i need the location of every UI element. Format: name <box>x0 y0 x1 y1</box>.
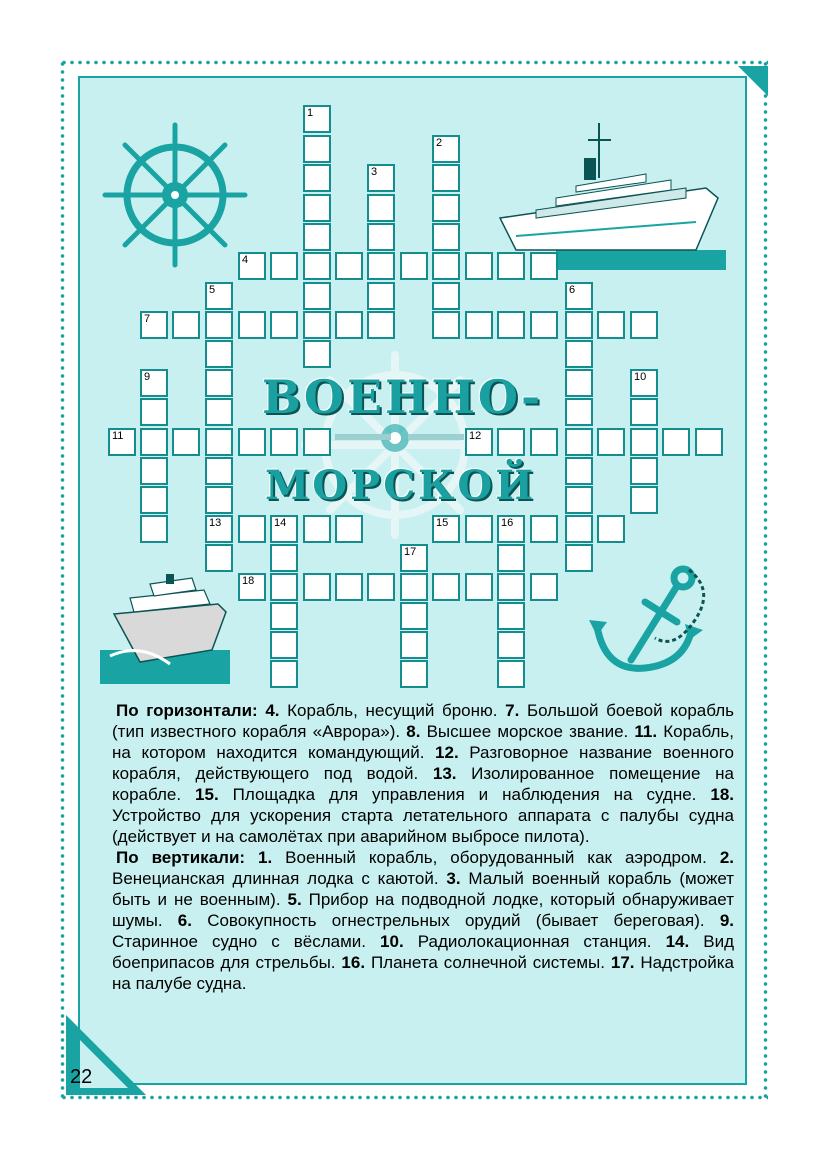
clue-number: 5. <box>287 890 302 909</box>
clue-number: 13. <box>432 764 457 783</box>
cell-number: 14 <box>274 517 287 529</box>
crossword-cell[interactable] <box>367 252 395 280</box>
crossword-cell[interactable] <box>270 311 298 339</box>
clue-number: 4. <box>265 701 280 720</box>
clue-text: Малый военный корабль (может быть и не военным). <box>112 869 735 909</box>
crossword-cell[interactable] <box>205 311 233 339</box>
cell-number: 1 <box>307 107 314 119</box>
crossword-cell[interactable] <box>565 340 593 368</box>
crossword-cell[interactable] <box>497 544 525 572</box>
crossword-cell[interactable] <box>497 602 525 630</box>
crossword-cell[interactable] <box>205 398 233 426</box>
crossword-cell[interactable] <box>140 369 168 397</box>
crossword-cell[interactable] <box>270 660 298 688</box>
crossword-cell[interactable] <box>497 428 525 456</box>
crossword-cell[interactable] <box>303 573 331 601</box>
cell-number: 5 <box>209 284 216 296</box>
crossword-cell[interactable] <box>465 311 493 339</box>
crossword-cell[interactable] <box>238 252 266 280</box>
boat-icon <box>100 572 240 684</box>
clues-text <box>112 700 734 994</box>
crossword-cell[interactable] <box>400 660 428 688</box>
clue-text: Радиолокационная станция. <box>403 932 666 951</box>
clue-text: Совокупность огнестрельных орудий (бывает береговая). <box>191 911 720 930</box>
crossword-cell[interactable] <box>205 486 233 514</box>
clue-text: Вид боеприпасов для стрельбы. <box>112 932 734 972</box>
cell-number: 12 <box>469 430 482 442</box>
cell-number: 11 <box>112 430 124 442</box>
crossword-cell[interactable] <box>108 428 136 456</box>
crossword-cell[interactable] <box>367 164 395 192</box>
clue-heading: По горизонтали: <box>116 701 258 720</box>
cell-number: 9 <box>144 371 151 383</box>
crossword-cell[interactable] <box>205 340 233 368</box>
clue-number: 12. <box>435 743 459 762</box>
crossword-cell[interactable] <box>303 340 331 368</box>
clue-text: Прибор на подводной лодке, который обнаруживает шумы. <box>112 890 734 930</box>
crossword-cell[interactable] <box>497 660 525 688</box>
title-bar-left <box>335 434 391 440</box>
crossword-cell[interactable] <box>530 428 558 456</box>
crossword-cell[interactable] <box>303 311 331 339</box>
crossword-cell[interactable] <box>367 282 395 310</box>
cell-number: 2 <box>436 137 443 149</box>
crossword-cell[interactable] <box>565 428 593 456</box>
crossword-cell[interactable] <box>400 602 428 630</box>
crossword-cell[interactable] <box>630 486 658 514</box>
crossword-cell[interactable] <box>497 311 525 339</box>
crossword-cell[interactable] <box>465 428 493 456</box>
crossword-cell[interactable] <box>630 398 658 426</box>
crossword-cell[interactable] <box>630 311 658 339</box>
page-number: 22 <box>70 1066 93 1088</box>
clue-number: 6. <box>177 911 192 930</box>
crossword-cell[interactable] <box>597 428 625 456</box>
crossword-cell[interactable] <box>400 544 428 572</box>
cell-number: 18 <box>242 575 255 587</box>
cell-number: 7 <box>144 313 151 325</box>
crossword-cell[interactable] <box>140 311 168 339</box>
crossword-cell[interactable] <box>335 252 363 280</box>
crossword-cell[interactable] <box>238 311 266 339</box>
crossword-cell[interactable] <box>238 573 266 601</box>
clue-text: Надстройка на палубе судна. <box>112 953 734 993</box>
crossword-cell[interactable] <box>270 544 298 572</box>
crossword-cell[interactable] <box>303 105 331 133</box>
crossword-cell[interactable] <box>400 252 428 280</box>
crossword-cell[interactable] <box>530 252 558 280</box>
crossword-cell[interactable] <box>662 428 690 456</box>
clue-heading: По вертикали: <box>116 848 246 867</box>
crossword-cell[interactable] <box>630 428 658 456</box>
crossword-cell[interactable] <box>432 311 460 339</box>
crossword-cell[interactable] <box>367 573 395 601</box>
crossword-cell[interactable] <box>303 135 331 163</box>
clue-text: Высшее морское звание. <box>420 722 635 741</box>
clue-text: Венецианская длинная лодка с каютой. <box>112 869 447 888</box>
crossword-cell[interactable] <box>465 573 493 601</box>
crossword-cell[interactable] <box>303 164 331 192</box>
clue-number: 16. <box>341 953 366 972</box>
crossword-cell[interactable] <box>205 457 233 485</box>
clue-number: 11. <box>634 722 658 741</box>
crossword-cell[interactable] <box>270 515 298 543</box>
crossword-cell[interactable] <box>432 164 460 192</box>
cruise-ship-icon <box>496 118 726 270</box>
crossword-cell[interactable] <box>140 486 168 514</box>
clue-number: 17. <box>610 953 635 972</box>
crossword-cell[interactable] <box>565 282 593 310</box>
crossword-cell[interactable] <box>205 282 233 310</box>
crossword-cell[interactable] <box>303 515 331 543</box>
crossword-cell[interactable] <box>432 135 460 163</box>
crossword-cell[interactable] <box>172 311 200 339</box>
clue-text: Планета солнечной системы. <box>365 953 611 972</box>
cell-number: 3 <box>371 166 378 178</box>
crossword-cell[interactable] <box>303 282 331 310</box>
crossword-cell[interactable] <box>695 428 723 456</box>
cell-number: 6 <box>569 284 576 296</box>
crossword-cell[interactable] <box>303 428 331 456</box>
cell-number: 13 <box>209 517 222 529</box>
clue-number: 14. <box>665 932 690 951</box>
clue-number: 18. <box>710 785 734 804</box>
crossword-cell[interactable] <box>205 544 233 572</box>
crossword-cell[interactable] <box>367 194 395 222</box>
cell-number: 4 <box>242 254 249 266</box>
clue-number: 10. <box>380 932 404 951</box>
cell-number: 16 <box>501 517 514 529</box>
crossword-cell[interactable] <box>530 573 558 601</box>
crossword-cell[interactable] <box>205 515 233 543</box>
crossword-cell[interactable] <box>432 223 460 251</box>
clue-number: 1. <box>258 848 273 867</box>
crossword-cell[interactable] <box>270 602 298 630</box>
crossword-cell[interactable] <box>303 223 331 251</box>
crossword-cell[interactable] <box>432 573 460 601</box>
clue-text: Большой боевой корабль (тип известного корабля «Аврора»). <box>112 701 734 741</box>
crossword-cell[interactable] <box>565 369 593 397</box>
cell-number: 17 <box>404 546 417 558</box>
cell-number: 15 <box>436 517 449 529</box>
clue-text: Военный корабль, оборудованный как аэродром. <box>272 848 720 867</box>
crossword-cell[interactable] <box>465 515 493 543</box>
crossword-cell[interactable] <box>530 515 558 543</box>
clue-number: 15. <box>195 785 219 804</box>
crossword-cell[interactable] <box>465 252 493 280</box>
crossword-cell[interactable] <box>432 252 460 280</box>
crossword-cell[interactable] <box>270 573 298 601</box>
clue-text: Устройство для ускорения старта летательного аппарата с палубы судна (действует и на самолётах при аварийном выбросе пилота). <box>112 806 734 846</box>
clue-number: 8. <box>406 722 421 741</box>
clue-number: 2. <box>719 848 734 867</box>
crossword-cell[interactable] <box>270 252 298 280</box>
crossword-cell[interactable] <box>367 311 395 339</box>
crossword-cell[interactable] <box>597 311 625 339</box>
crossword-cell[interactable] <box>205 369 233 397</box>
crossword-cell[interactable] <box>497 515 525 543</box>
clue-number: 7. <box>505 701 520 720</box>
crossword-cell[interactable] <box>270 428 298 456</box>
crossword-cell[interactable] <box>432 194 460 222</box>
crossword-cell[interactable] <box>303 194 331 222</box>
crossword-cell[interactable] <box>432 515 460 543</box>
crossword-cell[interactable] <box>497 631 525 659</box>
crossword-cell[interactable] <box>497 573 525 601</box>
clue-text: Изолированное помещение на корабле. <box>112 764 734 804</box>
crossword-cell[interactable] <box>140 398 168 426</box>
crossword-cell[interactable] <box>238 515 266 543</box>
crossword-cell[interactable] <box>140 515 168 543</box>
clue-text: Площадка для управления и наблюдения на судне. <box>218 785 711 804</box>
crossword-cell[interactable] <box>270 631 298 659</box>
crossword-cell[interactable] <box>335 515 363 543</box>
clues-across <box>112 700 734 847</box>
title-line-1: ВОЕННО- <box>262 370 544 424</box>
crossword-cell[interactable] <box>205 428 233 456</box>
clues-down <box>112 847 734 994</box>
ship-wheel-icon <box>100 120 250 270</box>
title-bar-right <box>408 434 464 440</box>
cell-number: 10 <box>634 371 647 383</box>
crossword-cell[interactable] <box>140 428 168 456</box>
crossword-cell[interactable] <box>565 515 593 543</box>
crossword-cell[interactable] <box>530 311 558 339</box>
crossword-cell[interactable] <box>565 457 593 485</box>
clue-number: 9. <box>719 911 734 930</box>
title-line-2: МОРСКОЙ <box>265 462 537 509</box>
crossword-cell[interactable] <box>432 282 460 310</box>
crossword-cell[interactable] <box>565 486 593 514</box>
crossword-cell[interactable] <box>172 428 200 456</box>
crossword-cell[interactable] <box>565 398 593 426</box>
clue-text: Старинное судно с вёслами. <box>112 932 381 951</box>
crossword-cell[interactable] <box>400 573 428 601</box>
crossword-cell[interactable] <box>303 252 331 280</box>
crossword-cell[interactable] <box>630 457 658 485</box>
crossword-cell[interactable] <box>497 252 525 280</box>
crossword-cell[interactable] <box>565 311 593 339</box>
crossword-cell[interactable] <box>335 573 363 601</box>
crossword-cell[interactable] <box>367 223 395 251</box>
crossword-cell[interactable] <box>597 515 625 543</box>
anchor-icon <box>585 560 725 685</box>
crossword-cell[interactable] <box>140 457 168 485</box>
clue-text: Разговорное название военного корабля, действующего под водой. <box>112 743 734 783</box>
top-right-corner-ornament <box>738 66 768 96</box>
clue-text: Корабль, на котором находится командующий. <box>112 722 734 762</box>
crossword-cell[interactable] <box>238 428 266 456</box>
crossword-cell[interactable] <box>400 631 428 659</box>
clue-text: Корабль, несущий броню. <box>279 701 506 720</box>
crossword-cell[interactable] <box>630 369 658 397</box>
crossword-cell[interactable] <box>335 311 363 339</box>
clue-number: 3. <box>446 869 461 888</box>
